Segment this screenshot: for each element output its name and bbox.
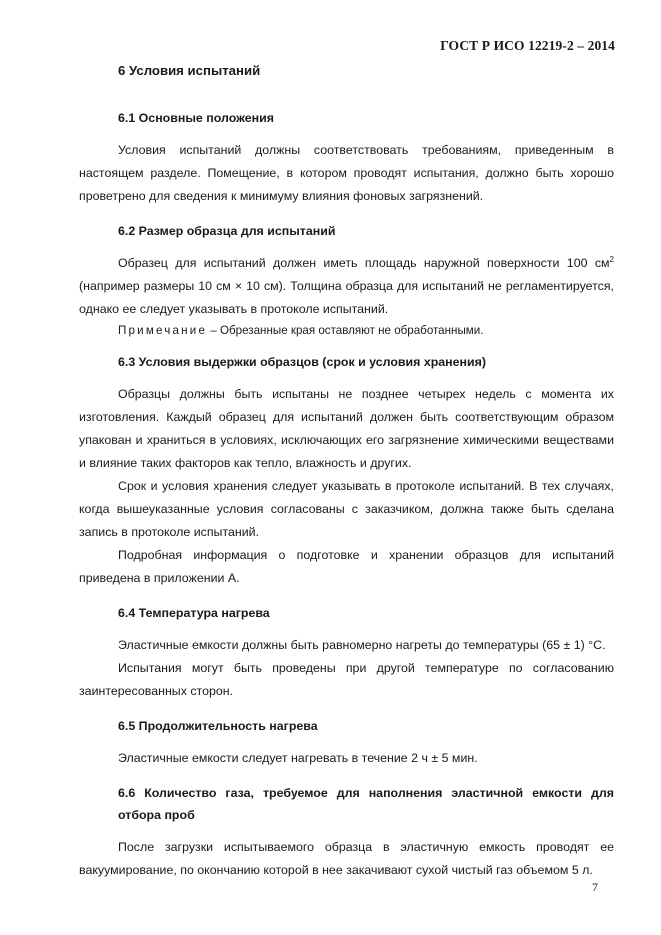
subsection-6-1-title: 6.1 Основные положения bbox=[118, 111, 274, 125]
subsection-6-6-title: 6.6 Количество газа, требуемое для наполнения эластичной емкости для отбора проб bbox=[118, 786, 614, 822]
subsection-6-5-paragraph: Эластичные емкости следует нагревать в течение 2 ч ± 5 мин. bbox=[118, 751, 478, 765]
subsection-6-4-title: 6.4 Температура нагрева bbox=[118, 606, 270, 620]
subsection-6-3-paragraph-3: Подробная информация о подготовке и хранении образцов для испытаний приведена в приложении А. bbox=[79, 548, 614, 585]
subsection-6-2-note bbox=[79, 321, 614, 341]
subsection-6-3-title: 6.3 Условия выдержки образцов (срок и условия хранения) bbox=[118, 355, 487, 369]
document-header: ГОСТ Р ИСО 12219-2 – 2014 bbox=[440, 38, 615, 53]
subsection-6-3-paragraph-2: Срок и условия хранения следует указывать в протоколе испытаний. В тех случаях, когда вышеуказанные условия согласованы с заказчиком, должна также быть сделана запись в протоколе испытаний. bbox=[79, 479, 614, 539]
subsection-6-4-paragraph-1: Эластичные емкости должны быть равномерно нагреты до температуры (65 ± 1) °С. bbox=[118, 638, 606, 652]
subsection-6-5-title: 6.5 Продолжительность нагрева bbox=[118, 719, 318, 733]
page-number: 7 bbox=[592, 880, 598, 894]
paragraph-text: Образец для испытаний должен иметь площадь наружной поверхности 100 см bbox=[118, 256, 610, 270]
page-content bbox=[79, 60, 614, 894]
subsection-6-2-paragraph bbox=[79, 252, 614, 321]
subsection-6-3-paragraph-1: Образцы должны быть испытаны не позднее четырех недель с момента их изготовления. Каждый образец для испытаний должен быть соответствующим образом упакован и храниться в условиях, исключающих его загрязнение химическими веществами и влияние таких факторов как тепло, влажность и других. bbox=[79, 387, 614, 470]
note-label: Примечание bbox=[118, 324, 208, 337]
superscript: 2 bbox=[609, 255, 614, 264]
subsection-6-2-title: 6.2 Размер образца для испытаний bbox=[118, 224, 336, 238]
section-title: 6 Условия испытаний bbox=[118, 63, 261, 78]
subsection-6-1-paragraph: Условия испытаний должны соответствовать требованиям, приведенным в настоящем разделе. Помещение, в котором проводят испытания, должно быть хорошо проветрено для сведения к минимуму влияния фоновых загрязнений. bbox=[79, 143, 614, 203]
subsection-6-6-paragraph: После загрузки испытываемого образца в эластичную емкость проводят ее вакуумирование, по окончанию которой в нее закачивают сухой чистый газ объемом 5 л. bbox=[79, 840, 614, 877]
subsection-6-4-paragraph-2: Испытания могут быть проведены при другой температуре по согласованию заинтересованных сторон. bbox=[79, 661, 614, 698]
paragraph-text: (например размеры 10 см × 10 см). Толщина образца для испытаний не регламентируется, однако ее следует указывать в протоколе испытаний. bbox=[79, 279, 614, 316]
note-text: – Обрезанные края оставляют не обработанными. bbox=[207, 324, 484, 337]
